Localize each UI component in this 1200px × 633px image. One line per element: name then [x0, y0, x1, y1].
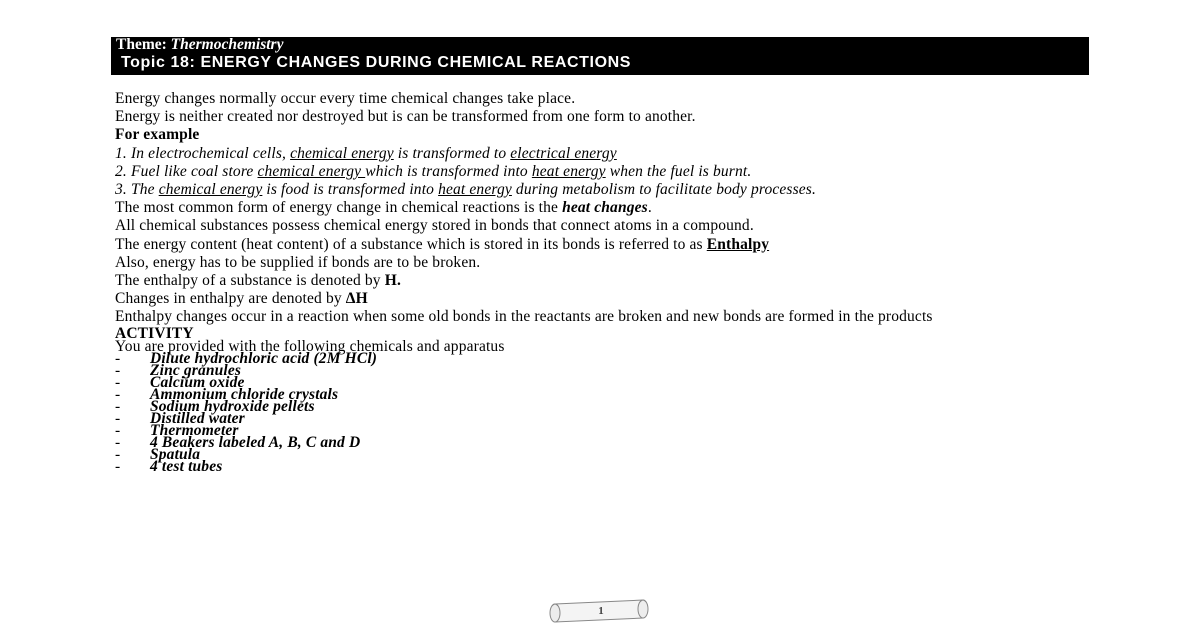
example-1: 1. In electrochemical cells, chemical energy is transformed to electrical energy — [115, 144, 617, 162]
page-header — [111, 37, 1089, 75]
list-item — [115, 434, 1080, 452]
list-dash: - — [115, 410, 121, 428]
list-dash: - — [115, 349, 121, 367]
list-item-text: Calcium oxide — [150, 373, 245, 391]
paragraph: The most common form of energy change in chemical reactions is the heat changes. — [115, 199, 652, 217]
enthalpy-term: Enthalpy — [706, 235, 770, 253]
list-dash: - — [115, 446, 121, 464]
list-item — [115, 458, 1080, 476]
list-item — [115, 398, 1080, 416]
list-dash: - — [115, 373, 121, 391]
paragraph: The enthalpy of a substance is denoted by H. — [115, 272, 401, 290]
activity-heading: ACTIVITY — [115, 324, 194, 342]
paragraph: Changes in enthalpy are denoted by ΔH — [115, 290, 368, 308]
apparatus-list — [115, 349, 1080, 476]
list-item — [115, 446, 1080, 464]
paragraph: Energy changes normally occur every time chemical changes take place. — [115, 90, 576, 107]
list-item-text: Distilled water — [150, 410, 245, 428]
list-item-text: 4 test tubes — [150, 458, 223, 476]
list-item-text: Spatula — [150, 446, 201, 464]
list-dash: - — [115, 385, 121, 403]
list-dash: - — [115, 398, 121, 416]
for-example-heading: For example — [115, 126, 200, 144]
list-dash: - — [115, 361, 121, 379]
paragraph: Energy is neither created nor destroyed but is can be transformed from one form to another. — [115, 108, 696, 126]
list-item-text: 4 Beakers labeled A, B, C and D — [150, 434, 361, 452]
page-number: 1 — [598, 605, 604, 617]
paragraph: The energy content (heat content) of a substance which is stored in its bonds is referred to as Enthalpy — [115, 235, 770, 253]
paragraph: Also, energy has to be supplied if bonds are to be broken. — [115, 253, 481, 271]
list-dash: - — [115, 434, 121, 452]
list-item — [115, 361, 1080, 379]
list-item-text: Sodium hydroxide pellets — [150, 398, 315, 416]
list-item-text: Thermometer — [150, 422, 239, 440]
list-item — [115, 349, 1080, 367]
activity-intro: You are provided with the following chemicals and apparatus — [115, 337, 505, 355]
list-item-text: Ammonium chloride crystals — [150, 385, 339, 403]
paragraph: Enthalpy changes occur in a reaction when some old bonds in the reactants are broken and new bonds are formed in the products — [115, 308, 933, 326]
theme-line — [116, 37, 283, 53]
example-2: 2. Fuel like coal store chemical energy which is transformed into heat energy when the fuel is burnt. — [115, 162, 752, 180]
example-3: 3. The chemical energy is food is transformed into heat energy during metabolism to facilitate body processes. — [115, 181, 817, 199]
list-item — [115, 410, 1080, 428]
list-dash: - — [115, 458, 121, 476]
list-item-text: Zinc granules — [150, 361, 242, 379]
topic-title: Topic 18: ENERGY CHANGES DURING CHEMICAL REACTIONS — [121, 54, 632, 71]
theme-value: Thermochemistry — [170, 36, 284, 53]
document-body — [115, 90, 1080, 474]
page-footer — [545, 592, 657, 628]
list-item-text: Dilute hydrochloric acid (2M HCl) — [150, 349, 378, 367]
paragraph: All chemical substances possess chemical energy stored in bonds that connect atoms in a compound. — [115, 217, 754, 235]
list-dash: - — [115, 422, 121, 440]
theme-label: Theme: — [116, 36, 167, 53]
